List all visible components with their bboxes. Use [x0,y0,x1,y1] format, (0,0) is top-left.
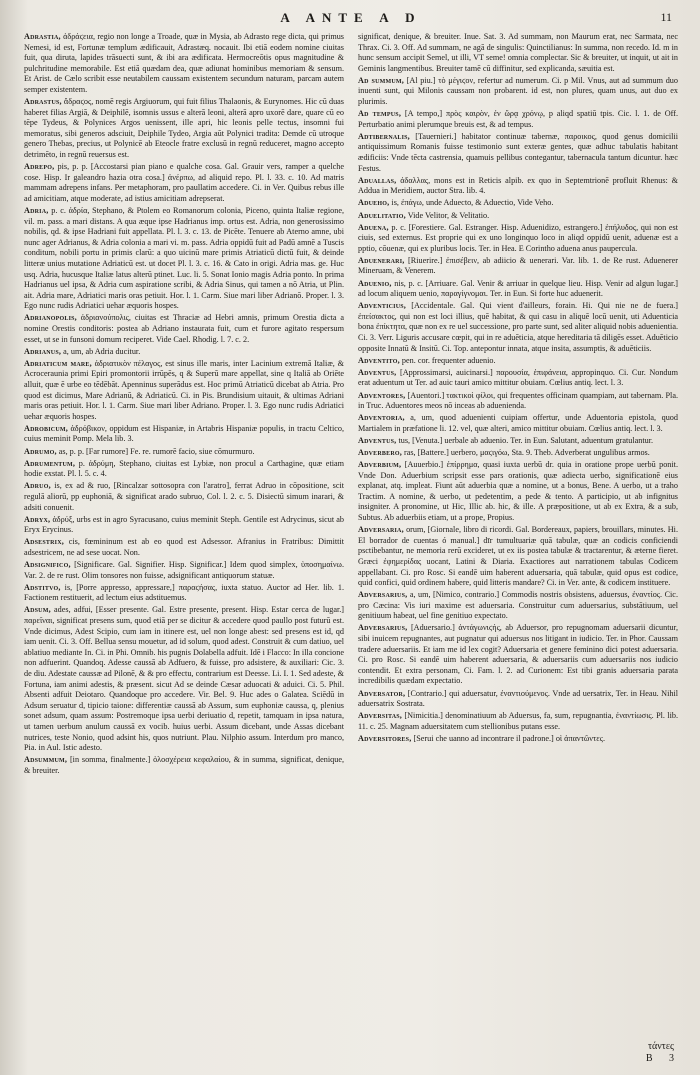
dictionary-entry [358,76,678,108]
entry-headword: Adversitas, [358,711,403,721]
dictionary-entry [24,424,344,445]
dictionary-entry [24,481,344,513]
dictionary-entry [24,459,344,480]
right-column [358,32,678,1062]
entry-headword: Adtibernalis, [358,131,410,141]
entry-headword: Adrastus, [24,97,62,107]
entry-text: p. ἀδρύμη, Stephano, ciuitas est Lybiæ, non procul a Carthagine, quæ etiam hodie exstat. Pl. l. 5. c. 4. [24,458,344,479]
entry-headword: Adversitores, [358,733,412,743]
entry-headword: Ad tempus, [358,109,402,119]
entry-text: [Al piu.] τὸ μέγιϛον, refertur ad numerum. Ci. p Mil. Vnus, aut ad summum duo inuenti sunt, qui Milonis caussam non probarent. id est, non plures, quam unus, aut duo ex plurimis. [358,75,678,107]
entry-text: [in somma, finalmente.] ὁλοσχέρεια κεφαλαίου, & in summa, significat, denique, & breuiter. [24,755,344,775]
entry-text: ras, [Battere.] uerbero, μαϛιγόω, Sta. 9. Theb. Adverberat ungulibus armos. [404,447,650,457]
dictionary-entry [358,198,678,209]
dictionary-entry [358,436,678,447]
entry-headword: Adversarius, [358,590,408,600]
entry-text: ἀδρόβικον, oppidum est Hispaniæ, in Artabris Hispaniæ populis, in tractu Celtico, cuius meminit Pomp. Mela lib. 3. [24,423,344,444]
entry-text: ἀδρύξ, urbs est in agro Syracusano, cuius meminit Steph. Gentile est Adrycinus, sicut ab Eryx Erycinus. [24,514,344,535]
entry-headword: Adventus, [358,435,397,445]
entry-headword: Aduena, [358,222,389,232]
entry-headword: Adria, [24,206,49,215]
dictionary-entry [358,391,678,412]
entry-text: is, ex ad & ruo, [Rincalzar sottosopra con l'aratro], ferrat Adruo in cōpositione, scit regulā aliorū, pp euphoniā, & significat arado subruo, Col. l. 2. c. 5. Disiectū simum inarari, & adsiti conuenit. [24,481,344,512]
signature-letter: B [645,1053,653,1064]
entry-headword: Adrobicum, [24,423,68,433]
entry-text: [Serui che uanno ad incontrare il padrone.] οἱ ἀπαντῶντες. [413,733,605,743]
entry-text: ἀδαλλας, mons est in Reticis alpib. ex quo in Septemtrionē profluit Rhenus: & Addua in Meridiem, auctor Stra. lib. 4. [358,175,678,196]
dictionary-entry [358,32,678,74]
dictionary-entry [24,359,344,423]
entry-headword: Adventores, [358,390,406,400]
entry-headword: Adventito, [358,355,400,365]
entry-text: [Auentori.] τακτικοὶ φίλοι, qui frequentes officinam quampiam, aut tabernam. Pla. in Truc. Aduentores meos nō inceas ab aduenienda. [358,390,678,411]
entry-headword: Adrumentum, [24,458,76,468]
entry-text: p. c. [Forestiere. Gal. Estranger. Hisp. Aduenidizo, estrangero.] ἐπήλυδος, qui non est ciuis, sed externus. Est proprie qui ex uno longinquo loco in aliqd oppidū uenit, aduenæ est a pptio, cōuenæ, qui ex pluribus locis. Ter. in Hea. E Corintho aduena anus paupercula. [358,222,678,253]
entry-headword: Adrepo, [24,162,55,172]
catchword: τάντες [648,1041,674,1052]
entry-text: ἀδράϛεια, regio non longe a Troade, quæ in Mysia, ab Adrasto rege dicta, qui primus Nemesi, id est, Fortunæ templum ædificauit, Adrastæq. nocauit. Ibi etiā eodem nomine ciuitas fuit, qua diruta, lapides trāsuecti sunt, & ibi ara ædificata. Hermocreōtis opus magnitudine & pulchritudine memorabile. Est etiā quædam dea, quæ adiunat hominibus memoriam & sensum. Et Arist. de Cælo scribit esse neutabilem caussam existentem secundum naturam, parcam autem semper existentem. [24,32,344,94]
entry-text: [Accidentale. Gal. Qui vient d'ailleurs, forain. Hi. Qui nie ne de fuera.] ἐπείσακτος, qui non est loci illius, quē habitat, & qui casu in aliquē locū uenit, uti Aduenticia bona ἐπίκτητα, quæ non ex re uel successione, pro parte sunt, sed aliter aliquid nobis aduenientia. Ci. 3. Verr. Liguris accusare cœpit, qui in re aduēticia, atque hereditaria tā diligēs esset. Aduēticio opposite Innatū & Insitū. Ci. Top. antepontur innata, atque insita, assumptis, & aduēticiis. [358,301,678,353]
header-title: A ANTE A D [280,10,422,25]
dictionary-entry [24,605,344,753]
dictionary-entry [24,32,344,96]
dictionary-entry [24,755,344,776]
signature-number: 3 [669,1053,674,1064]
dictionary-entry [24,583,344,604]
entry-text: ades, adfui, [Esser presente. Gal. Estre presente, present. Hisp. Estar cerca de lugar.] παρεῖναι, significat presens sum, quod etiā per se dicitur & accedere quod paullo post futurū est. Vnde dicimus, Adest Scipio, cum iam in itinere est, uel non longe abest: sed presens est id, qd iam uenit. Ci. 3. Off. Bellua sensu mouetur, ad id solum, quod adest. Construit & cum datiuo, uel ablatiuo mediante In. Ci. in Phi. Omnib. his pugnis Dolabella adfuit. Idē i Flacco: In illa concione non adfuerint. Quandoq. Adesse caussā ab Adfuero, & fuisse, pro adsistere, & auxiliari: Cic. 3. de diu. Adestate caussæ ad Pilonē, & & pro effectu, contrarium est Deesse. Li. I. 1. Sed adeste, & Fortuna, iam animi adestis, & præsent. sicut Ad se deinde Cæsar aduocati & aduici. Ci. 5. Phil. Absenti adfuit Deiotaro. Quandoque pro accedere. Vir. Bel. 9. Huc ades o Galatea. Sciēdū in Adsum seruatur d, tipicio taione: differentiæ caussā ab Assum, sum euphoniæ caussa, q, plenius sonet adsum, quam assum: Postremoque ipsa uerbi deriuatio d, repetit, tamquam in ipsa natura, ut tamen uerbum anulum caussā ex vocib. huius uerbi. Assum dicebant, unde Assas dicebant nutrices, teste Nonio, quod adsint his, quos nutriunt. Plau. Nilphio assum. Interdum pro manco, Pia. in Aul. Istic adesto. [24,605,344,753]
dictionary-entry [358,223,678,255]
entry-text: [Significare. Gal. Signifier. Hisp. Significar.] Idem quod simplex, ὑποσημαίνω. Var. 2. de re rust. Olim tonsores non fuisse, adsignificant antiquorum statuæ. [24,560,344,580]
dictionary-entry [24,515,344,536]
dictionary-entry [24,162,344,204]
page-footer [646,1041,674,1065]
page-number: 11 [660,10,672,24]
entry-headword: Adversator, [358,688,406,698]
entry-text: [Contrario.] qui aduersatur, ἐναντιούμενος. Vnde ad uersatrix, Ter. in Heau. Nihil aduersatrix Sostrata. [358,688,678,709]
entry-text: ἄδραϛος, nomē regis Argiuorum, qui fuit filius Thalaonis, & Eurynomes. Hic cū duas haberet filias Argiā, & Deiphilē, isomnis ussus e alterā leoni, alterā apro uxorē dare, quare cū eo tēpe Tydeus, & Polynices Argos uenissent, ille apri, hic leonis pelle tectus, insomni fui memoratus, sibi generos adsciuit, Deiphile Tydeo, Argia aūt Polynici tradita: Demde cū utroque genero Thebas, precius, ut Polynicē ab Eteocle fratre exclusū in regnū reduceret, magno accepto detrimēto, in regnū reuersus est. [24,97,344,160]
entry-headword: Adsignifico, [24,560,71,569]
entry-headword: Adrianopolis, [24,313,77,323]
entry-text: [Nimicitia.] denominatiuum ab Aduersus, fa, sum, repugnantia, ἐναντίωσις. Pl. lib. 11. c. 25. Magnam aduersitatem cum stellionibus putans esse. [358,711,678,731]
dictionary-entry [358,256,678,277]
entry-text: pis, p. p. [Accostarsi pian piano e qualche cosa. Gal. Grauir vers, ramper a quelche cose. Hisp. Ir galeandro hazia otra cosa.] ἀνέρπω, ad aliquid repo. Pl. l. 33. c. 10. Ad matris mammam adrepens infans. Per metaphoram, pro paullatim accedere. Ci. in Ver. Quibus rebus ille ad amicitiam, atque moderate, ad istius amicitiam adrepserat. [24,162,344,203]
entry-headword: Adverbium, [358,460,402,470]
entry-headword: Adsum, [24,605,51,615]
dictionary-entry [358,413,678,434]
dictionary-entry [358,109,678,130]
dictionary-entry [358,356,678,367]
entry-headword: Aduenerari, [358,255,405,265]
entry-text: p. c. ἀδρία, Stephano, & Ptolem eo Romanorum colonia, Piceno, quinta Italiæ regione, vil. m. pass. a mari distans. A qua æque ipse Hadrianus imp. ortus est. Adria, non generosissimo nobilis, qd. & ipse Hadriani fuit appellata. Pl. l. 3. c. 13. de Picēte. Tenuere ab Aterno amne, ubi nunc ager Adrianus, & Adria colonia a mari vi. m. pass. Adria oppidū fuit ad Padū amnē a Tuscis conditum, nobili portu in primis clarū: a quo uicinū mare primis Atriaticū dictū fuit, & deinde litteræ unius mutatione Adriaticū est. ut docet Pl. l. 3. c. 16. & Cato in origi. Adria mas. ge. Huc usq. Adria, hucusque Italiæ latus alterū ptinet. Luc. li. 5. Sonat Ionio magis Adria ponto. In prima Hadrianus uel ipsa, & Adria cum aspiratione scribi, & Adria Sinus, qui tamen a nō Atria, ut Plin. ait. Adria mare, Adriatici maris oras petiuit. Hor. l. 1. Carm. Siue mari liber Adrianō. Proper. l. 3. Ego nunc rudis Adriatici uehar æquoris hospes. [24,206,344,311]
dictionary-entry [358,689,678,710]
dictionary-entry [24,537,344,558]
dictionary-entry [358,368,678,389]
entry-text: a, um, [Nimico, contrario.] Commodis nostris obsistens, aduersus, ἐναντίος. Cic. pro Cæcina: Vis iuri maxime est aduersaria. Construitur cum aduersarius, substātiuum, uel genitiuum habeat, uel fine genitiuo expectato. [358,590,678,621]
entry-text: [Tauernieri.] habitator continuæ tabernæ, παροικος, quod genus domicilii antiquissimum Romanis fuisse testimonio sunt exteræ gentes, quæ adhuc tabulatis habitant ædificiis: Vnde tēcta castrensia, quamuis pellibus contegantur, tabernacula tantum dicuntur. hæc Festus. [358,131,678,173]
entry-text: [Approssimarsi, auicinarsi.] παρουσία, ἐπιφάνεια, appropinquo. Ci. Cur. Nondum erat aduentum ut Ter. ad auic tauri amico mittitur obuiam. Cœlius antiq. lect. l. 3. [358,367,678,388]
entry-headword: Adverbero, [358,447,402,457]
entry-text: [Riuerire.] ἐπισέβειν, ab adiicio & uenerari. Var. lib. 1. de Re rust. Aduenerer Mineruam, & Venerem. [358,255,678,276]
entry-headword: Aduelitatio, [358,210,406,220]
entry-text: is, ἐπάγω, unde Aduecto, & Aduectio, Vide Veho. [391,198,554,208]
entry-headword: Adventicius, [358,301,407,311]
entry-headword: Adruo, [24,481,51,491]
entry-text: [Aduersario.] ἀντάγωνιϛής, ab Aduersor, pro repugnomam aduersarii dicuntur, sibi inuicem repugnantes, aut pugnatur qui aduersus nos litigant in iudicio. Ter. in Phor. Caussam tradere aduersariis. Et iam me id lex cogit? Aduersaria et genere feminino dici potest aduersaria. Ci. pro Rosc. Si eandē uim haberent aduersaria, & aduersariis cum aduersariis nos iudicio contendit. Et extra personam, Ci. Fam. l. 2. ad Curionem: Est tibi granis aduersaria parata incredibilis quædam expectatio. [358,623,678,686]
dictionary-entry [358,301,678,354]
running-header [24,10,678,32]
entry-text: a, um, quod aduenienti cuipiam offertur, unde Aduentoria epistola, quod Martialem in præfatione li. 12. vel, quæ alteri, amico mittitur obuiam. Cœlius antiq. lect. l. 3. [358,413,678,433]
entry-headword: Adsestrix, [24,537,64,547]
entry-headword: Adversarius, [358,623,408,633]
entry-headword: Adsummum, [24,755,68,765]
entry-headword: Adstitvo, [24,582,61,592]
dictionary-entry [358,211,678,222]
entry-headword: Aduallas, [358,175,397,185]
entry-headword: Adryx, [24,514,51,524]
entry-headword: Adrastia, [24,32,61,41]
dictionary-entry [358,448,678,459]
entry-text: is, [Porre appresso, appressare,] παραϛήσας, iuxta statuo. Auctor ad Her. lib. 1. Factionem restituerit, ad lectum eius adstituemus. [24,582,344,603]
dictionary-entry [358,590,678,622]
two-column-body [24,32,678,1062]
entry-headword: Adriaticum mare, [24,358,92,368]
entry-headword: Aduenio, [358,278,392,288]
dictionary-entry [24,97,344,161]
entry-headword: Adventus, [358,367,397,377]
entry-text: [Auuerbio.] ἐπίρρημα, quasi iuxta uerbū dr. quia in oratione prope uerbū ponit. Vnde Don. Aduerbium scripsit esse pars orationis, quæ adiecta uerbo, significationē eius explanat, atq. impleat. Fiunt aūt aduerbia quæ a nomine, ut a bonus, Bene. A uerbo, ut a traho Tractim. A nomine, & uerbo, ut pedetentim, a pede & tento. A participio, ut ab infignitus insigniter. A pronomine, ut Hic, Illic ab. hic, & ille. A præpositione, ut ab ex Extra, & a sub, Subtus. Ab aduerbiis etiam, ut a prope, Propius. [358,460,678,523]
dictionary-entry [358,711,678,732]
entry-headword: Adrianus, [24,346,62,356]
entry-headword: Ad summum, [358,75,404,85]
entry-text: significat, denique, & breuiter. Inue. Sat. 3. Ad summam, non Maurum erat, nec Sarmata, nec Thrax. Ci. 3. Off. Ad summam, ne agā de singulis: Quinctilianus: In summa, non recedo. Id. m in hunc sensum accipit Semel, ut illi, VT seme! omnia complectar. Sic & breuiter, ut inquit, ut ait in Geminis langmentibus. Breuiter tamē cū diffinitur, sed explicanda, sæuitia est. [358,32,678,73]
dictionary-entry [24,560,344,581]
entry-text: cis, fœmininum est ab eo quod est Adsessor. Afranius in Fratribus: Dimittit adsestricem, ne ad sese uocat. Non. [24,537,344,557]
dictionary-entry [24,313,344,345]
entry-headword: Adueho, [358,198,390,208]
dictionary-entry [358,623,678,687]
entry-headword: Adrumo, [24,446,57,456]
entry-text: orum, [Giornale, libro di ricordi. Gal. Bordereaux, papiers, brouillars, minutes. Hi. El borrador de cuentas ó manual.] dīr tumultuariæ quā tabulæ, quæ an codicis conficiendi psctibebantur, ne memoria rerū excideret, ut ex iis postea tabulæ & tractarentur, & æterne fieret. Græci ἐφημερίδας uocant, Latini & Diaria. Exactiores aut narrationem tabulas Codicem appellabant. Ci. pro Rosc. Si eandē uim haberent aduersaria, quā tabulæ, quid opus est codice, quid confici, quid ordinem habere, quid litteris mandare? Ci. in Ver. ante, & codicem instituere. [358,525,678,588]
dictionary-entry [24,206,344,312]
entry-text: as, p. p. [Far rumore] Fe. re. rumorē facio, siue cōmurmuro. [58,446,255,456]
dictionary-entry [358,132,678,174]
entry-text: [A tempo,] πρὸς καιρὸν, ἐν ὥρᾳ χρόνῳ, p aliqd spatiū tpis. Cic. l. 1. de Off. Perturbatio animi plerumque breuis est, & ad tempus. [358,109,678,129]
dictionary-entry [24,447,344,458]
entry-text: tus, [Venuta.] uerbale ab aduenio. Ter. in Eun. Salutant, aduentum gratulantur. [398,435,654,445]
left-column [24,32,344,1062]
entry-headword: Adventoria, [358,413,405,423]
dictionary-entry [24,347,344,358]
dictionary-entry [358,279,678,300]
dictionary-entry [358,460,678,524]
entry-text: ἀδριατικὸν πέλαγος, est sinus ille maris, inter Lacinium extremā Italiæ, & Acroceraunia primi Epiri promontorii irrūpēs, q & Superū mare appellat, sine q Italiā ab Oriēte alluit, quæ ē urbe eo tēdēbāt. Apenninus superādus est. Hoc primū Atriaticū dicebat ab Atria. Pro quod est dicimus, Mare Adrianū, & Adriaticū. Ci. in Pis. Brundisium uitauit, & ultimas Adriani maris oras petiuit. Hor. l. 1. Carm. Siue mari liber Adriano. Proper. l. 3. Ego nunc rudis Adriatici uehar æquoris hospes. [24,358,344,421]
dictionary-entry [358,734,678,745]
dictionary-entry [358,176,678,197]
dictionary-entry [358,525,678,589]
entry-text: Vide Velitor, & Velitatio. [407,210,490,220]
entry-headword: Adversaria, [358,525,404,535]
entry-text: ἀδριανούπολις, ciuitas est Thraciæ ad Hebri amnis, primum Orestia dicta a nomine Orestis conditoris: postea ab Adriano instaurata fuit, cum et furore agitato respersum esset, ut se in funsoni domum reciperet. Vide Cael. Rhodig. l. 7. c. 2. [24,313,344,344]
entry-text: pen. cor. frequenter aduenio. [401,355,496,365]
entry-text: nis, p. c. [Arriuare. Gal. Venir & arriuar in quelque lieu. Hisp. Venir ad algun lugar.] ad locum aliquem uenio, παραγίγνομαι. Ter. in Eun. Si forte huc aduenerit. [358,278,678,299]
entry-text: a, um, ab Adria ducitur. [63,346,141,356]
